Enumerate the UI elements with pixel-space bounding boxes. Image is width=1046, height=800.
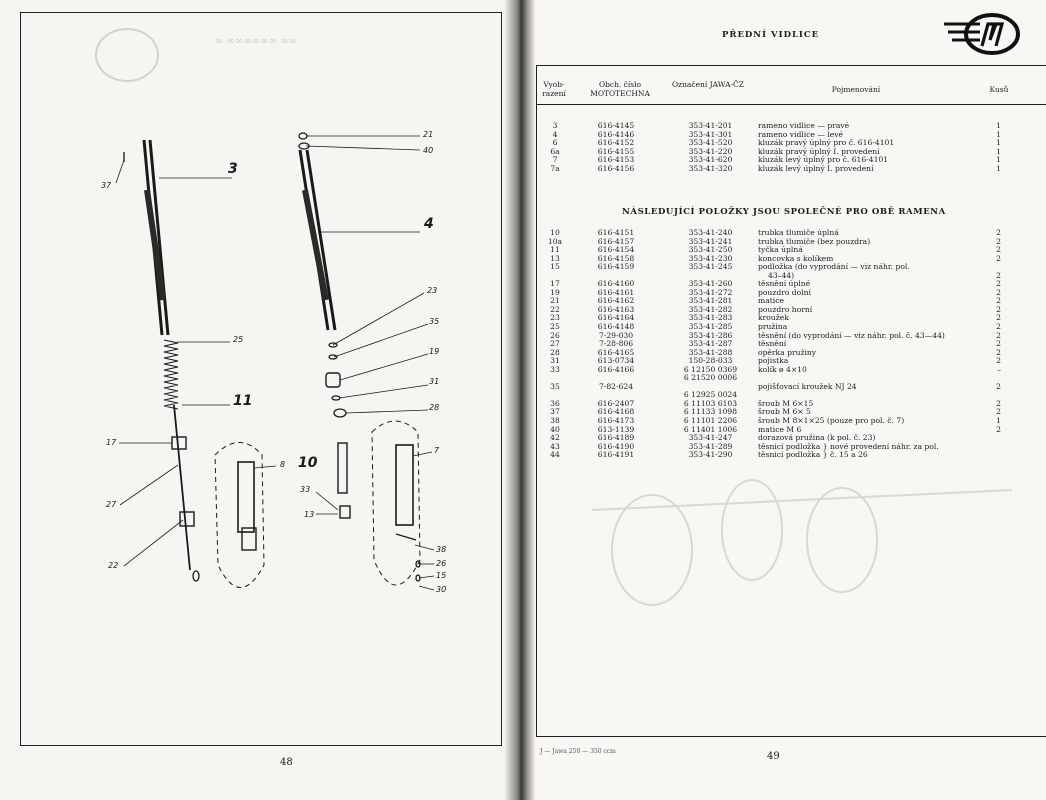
callout-31: 31 bbox=[429, 377, 440, 386]
slider-8 bbox=[238, 462, 254, 532]
table-row: 23 616-4164 353-41-283 kroužek 2 bbox=[550, 313, 1001, 323]
tube-10 bbox=[338, 443, 347, 493]
table-row: 21 616-4162 353-41-281 matice 2 bbox=[550, 296, 1001, 306]
callout-23: 23 bbox=[427, 286, 438, 295]
table-row: 31 613-0734 150-28-033 pojistka 2 bbox=[550, 356, 1001, 366]
callout-27: 27 bbox=[106, 500, 117, 509]
table-row: 36 616-2407 6 11103 6103 šroub M 6×15 2 bbox=[550, 398, 1001, 408]
jawa-logo bbox=[940, 10, 1022, 56]
table-row: 38 616-4173 6 11101 2206 šroub M 8×1×25 (pouze pro pol. č. 7) 1 bbox=[550, 416, 1001, 426]
rod-11 bbox=[174, 405, 190, 570]
table-row: 17 616-4160 353-41-260 těsnění úplné 2 bbox=[550, 279, 1001, 289]
table-row: 37 616-4168 6 11133 1098 šroub M 6× 5 2 bbox=[550, 407, 1001, 417]
callout-13: 13 bbox=[304, 510, 315, 519]
section-heading: NÁSLEDUJÍCÍ POLOŽKY JSOU SPOLEČNÉ PRO OBĚ RAMENA bbox=[622, 207, 946, 217]
callout-19: 19 bbox=[429, 347, 440, 356]
header-quantity: Kusů bbox=[989, 85, 1009, 94]
table-row: 25 616-4148 353-41-285 pružina 2 bbox=[550, 322, 1001, 332]
callout-22: 22 bbox=[108, 561, 119, 570]
table-row: 4 616-4146 353-41-301 rameno vidlice — levé 1 bbox=[552, 129, 1001, 139]
callout-15: 15 bbox=[436, 571, 447, 580]
header-part-code: Označení JAWA-ČZ bbox=[671, 80, 744, 89]
callout-25: 25 bbox=[233, 335, 244, 344]
table-header bbox=[536, 76, 1046, 105]
table-row: 33 616-4166 6 12150 0369 kolík ø 4×10 – bbox=[550, 364, 1001, 374]
callout-30: 30 bbox=[436, 585, 447, 594]
callout-33: 33 bbox=[300, 485, 311, 494]
table-row: 28 616-4165 353-41-288 opěrka pružiny 2 bbox=[550, 347, 1001, 357]
callout-17: 17 bbox=[106, 438, 117, 447]
table-row: 11 616-4154 353-41-250 tyčka úplná 2 bbox=[550, 245, 1001, 255]
callout-35: 35 bbox=[429, 317, 440, 326]
spring-25 bbox=[164, 340, 178, 409]
callout-8: 8 bbox=[280, 460, 286, 469]
callout-26: 26 bbox=[436, 559, 447, 568]
table-row: 35 7-82-624 pojišťovací kroužek NJ 24 2 bbox=[550, 381, 1001, 391]
callout-3: 3 bbox=[228, 161, 238, 177]
page-title: PŘEDNÍ VIDLICE bbox=[722, 30, 820, 40]
left-page bbox=[0, 0, 515, 800]
header-description: Pojmenování bbox=[831, 85, 881, 94]
parts-table-arms bbox=[536, 122, 1046, 173]
exploded-fork-diagram bbox=[0, 0, 515, 800]
footer-note: J — Jawa 250 — 350 ccm bbox=[540, 748, 616, 755]
table-row: 42 616-4189 353-41-247 dorazová pružina (k pol. č. 23) bbox=[550, 433, 876, 443]
table-row: 6 12925 0024 bbox=[683, 390, 738, 400]
header-position: Vyob-razení bbox=[542, 80, 566, 98]
right-page bbox=[522, 0, 1046, 800]
book-gutter bbox=[505, 0, 535, 800]
table-row: 43 616-4190 353-41-289 těsnicí podložka } nové provedení náhr. za pol. bbox=[550, 441, 939, 451]
callout-28: 28 bbox=[429, 403, 440, 412]
callout-7: 7 bbox=[434, 446, 440, 455]
table-row: 19 616-4161 353-41-272 pouzdro dolní 2 bbox=[550, 287, 1001, 297]
callout-21: 21 bbox=[423, 130, 434, 139]
table-row: 10a 616-4157 353-41-241 trubka tlumiče (bez pouzdra) 2 bbox=[547, 236, 1001, 246]
page-number-left: 48 bbox=[280, 757, 293, 768]
table-row: 43–44) 2 bbox=[768, 270, 1001, 280]
callout-37: 37 bbox=[101, 181, 112, 190]
table-row: 6 21520 0006 bbox=[683, 373, 738, 383]
table-row: 15 616-4159 353-41-245 podložka (do vyprodání — viz náhr. pol. bbox=[550, 262, 910, 272]
table-row: 27 7-28-806 353-41-287 těsnění 2 bbox=[550, 339, 1001, 349]
table-row: 3 616-4145 353-41-201 rameno vidlice — pravé 1 bbox=[552, 121, 1001, 130]
table-row: 6 616-4152 353-41-520 kluzák pravý úplný pro č. 616-4101 1 bbox=[552, 138, 1001, 148]
table-row: 44 616-4191 353-41-290 těsnicí podložka } č. 15 a 26 bbox=[550, 450, 868, 460]
table-row: 10 616-4151 353-41-240 trubka tlumiče úplná 2 bbox=[550, 228, 1001, 237]
callout-4: 4 bbox=[424, 216, 434, 232]
callout-38: 38 bbox=[436, 545, 447, 554]
table-row: 7a 616-4156 353-41-320 kluzák levý úplný I. provedení 1 bbox=[550, 163, 1001, 173]
slider-7 bbox=[396, 445, 413, 525]
table-row: 40 613-1139 6 11401 1006 matice M 6 2 bbox=[550, 424, 1001, 434]
callout-10: 10 bbox=[298, 455, 318, 471]
table-row: 13 616-4158 353-41-230 koncovka s kolíkem 2 bbox=[550, 253, 1001, 263]
table-row: 6a 616-4155 353-41-220 kluzák pravý úplný I. provedení 1 bbox=[550, 146, 1001, 156]
table-row: 22 616-4163 353-41-282 pouzdro horní 2 bbox=[550, 304, 1001, 314]
show-through-text: ∞ ∞∞∞∞∞∞ ∞∞ bbox=[215, 36, 297, 47]
show-through-drawing bbox=[592, 470, 1012, 620]
callout-11: 11 bbox=[233, 393, 253, 409]
page-number-right: 49 bbox=[767, 751, 780, 762]
callout-40: 40 bbox=[423, 146, 434, 155]
header-catalog-number: Obch. číslo MOTOTECHNA bbox=[590, 80, 650, 98]
table-row: 26 7-29-030 353-41-286 těsnění (do vyprodání — viz náhr. pol. č. 43—44) 2 bbox=[550, 330, 1001, 340]
table-row: 7 616-4153 353-41-620 kluzák levý úplný pro č. 616-4101 1 bbox=[552, 155, 1001, 165]
parts-table-common bbox=[536, 229, 1046, 460]
